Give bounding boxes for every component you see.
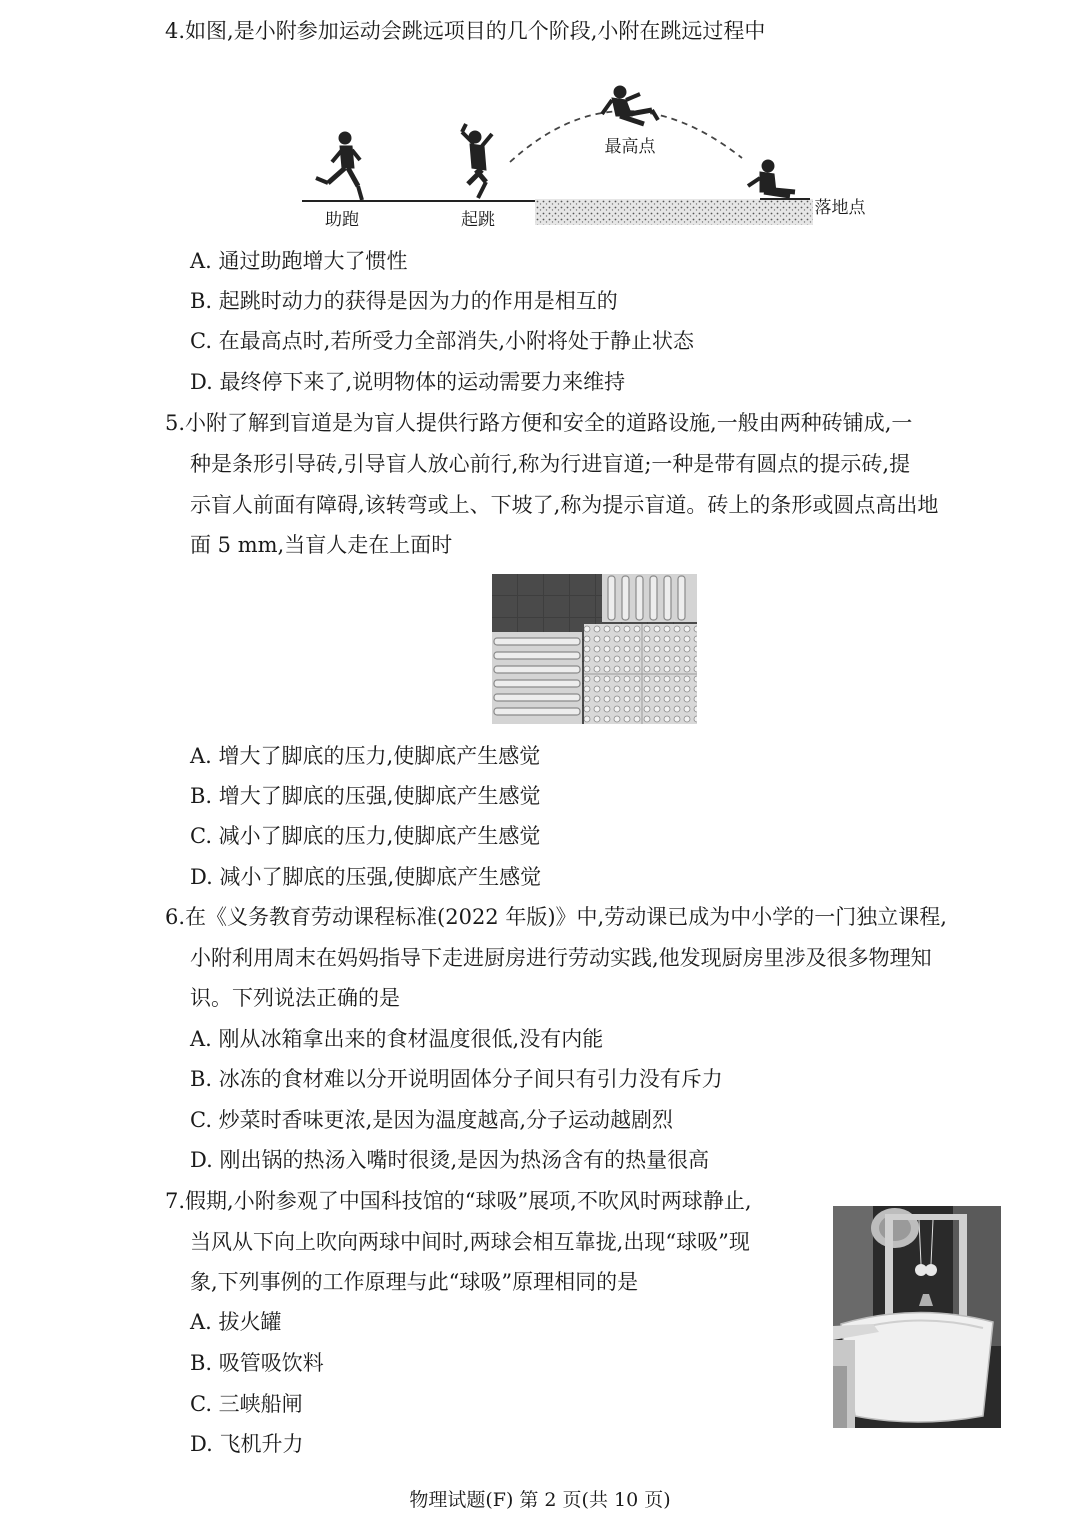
q4-option-a: A. 通过助跑增大了惯性 [190,249,408,273]
q5-option-b: B. 增大了脚底的压强,使脚底产生感觉 [190,784,541,808]
q4-option-b: B. 起跳时动力的获得是因为力的作用是相互的 [190,289,618,313]
q5-stem-line-4: 面 5 mm,当盲人走在上面时 [190,533,453,557]
q6-option-a: A. 刚从冰箱拿出来的食材温度很低,没有内能 [190,1027,604,1051]
q5-option-d: D. 减小了脚底的压强,使脚底产生感觉 [190,865,542,889]
q7-stem-line-1: 7.假期,小附参观了中国科技馆的“球吸”展项,不吹风时两球静止, [165,1189,752,1213]
q6-option-b: B. 冰冻的食材难以分开说明固体分子间只有引力没有斥力 [190,1067,723,1091]
ball-right [925,1264,937,1276]
figure-label-jump: 起跳 [461,210,495,230]
q7-stem-line-2: 当风从下向上吹向两球中间时,两球会相互靠拢,出现“球吸”现 [190,1230,750,1254]
figure-label-land: 落地点 [814,198,866,218]
guide-tiles-vertical [602,574,697,622]
figure-label-run: 助跑 [325,210,359,230]
runner-figure [316,132,362,200]
q7-stem-line-3: 象,下列事例的工作原理与此“球吸”原理相同的是 [190,1270,639,1294]
q6-option-d: D. 刚出锅的热汤入嘴时很烫,是因为热汤含有的热量很高 [190,1148,710,1172]
guide-tiles-horizontal [492,632,582,724]
q7-option-a: A. 拔火罐 [190,1310,282,1334]
q4-stem: 4.如图,是小附参加运动会跳远项目的几个阶段,小附在跳远过程中 [165,19,766,43]
q6-stem-line-3: 识。下列说法正确的是 [190,986,400,1010]
q5-stem-line-3: 示盲人前面有障碍,该转弯或上、下坡了,称为提示盲道。砖上的条形或圆点高出地 [190,493,939,517]
long-jump-figure [290,80,880,240]
page-footer: 物理试题(F) 第 2 页(共 10 页) [409,1489,671,1511]
takeoff-figure [462,124,492,198]
ball-suction-exhibit-photo [833,1206,1001,1428]
figure-label-peak: 最高点 [604,137,656,157]
q5-option-a: A. 增大了脚底的压力,使脚底产生感觉 [190,744,541,768]
q4-option-c: C. 在最高点时,若所受力全部消失,小附将处于静止状态 [190,329,695,353]
q7-option-d: D. 飞机升力 [190,1432,304,1456]
q5-stem-line-1: 5.小附了解到盲道是为盲人提供行路方便和安全的道路设施,一般由两种砖铺成,一 [165,411,913,435]
q6-stem-line-1: 6.在《义务教育劳动课程标准(2022 年版)》中,劳动课已成为中小学的一门独立课程, [165,905,947,929]
q6-option-c: C. 炒菜时香味更浓,是因为温度越高,分子运动越剧烈 [190,1108,674,1132]
sand-pit [535,199,813,225]
tactile-paving-photo [492,574,697,724]
landing-figure [748,160,795,196]
q5-stem-line-2: 种是条形引导砖,引导盲人放心前行,称为行进盲道;一种是带有圆点的提示砖,提 [190,452,911,476]
q6-stem-line-2: 小附利用周末在妈妈指导下走进厨房进行劳动实践,他发现厨房里涉及很多物理知 [190,946,932,970]
peak-figure [602,86,658,124]
q7-option-b: B. 吸管吸饮料 [190,1351,324,1375]
q5-option-c: C. 减小了脚底的压力,使脚底产生感觉 [190,824,541,848]
q4-option-d: D. 最终停下来了,说明物体的运动需要力来维持 [190,370,626,394]
q7-option-c: C. 三峡船闸 [190,1392,303,1416]
